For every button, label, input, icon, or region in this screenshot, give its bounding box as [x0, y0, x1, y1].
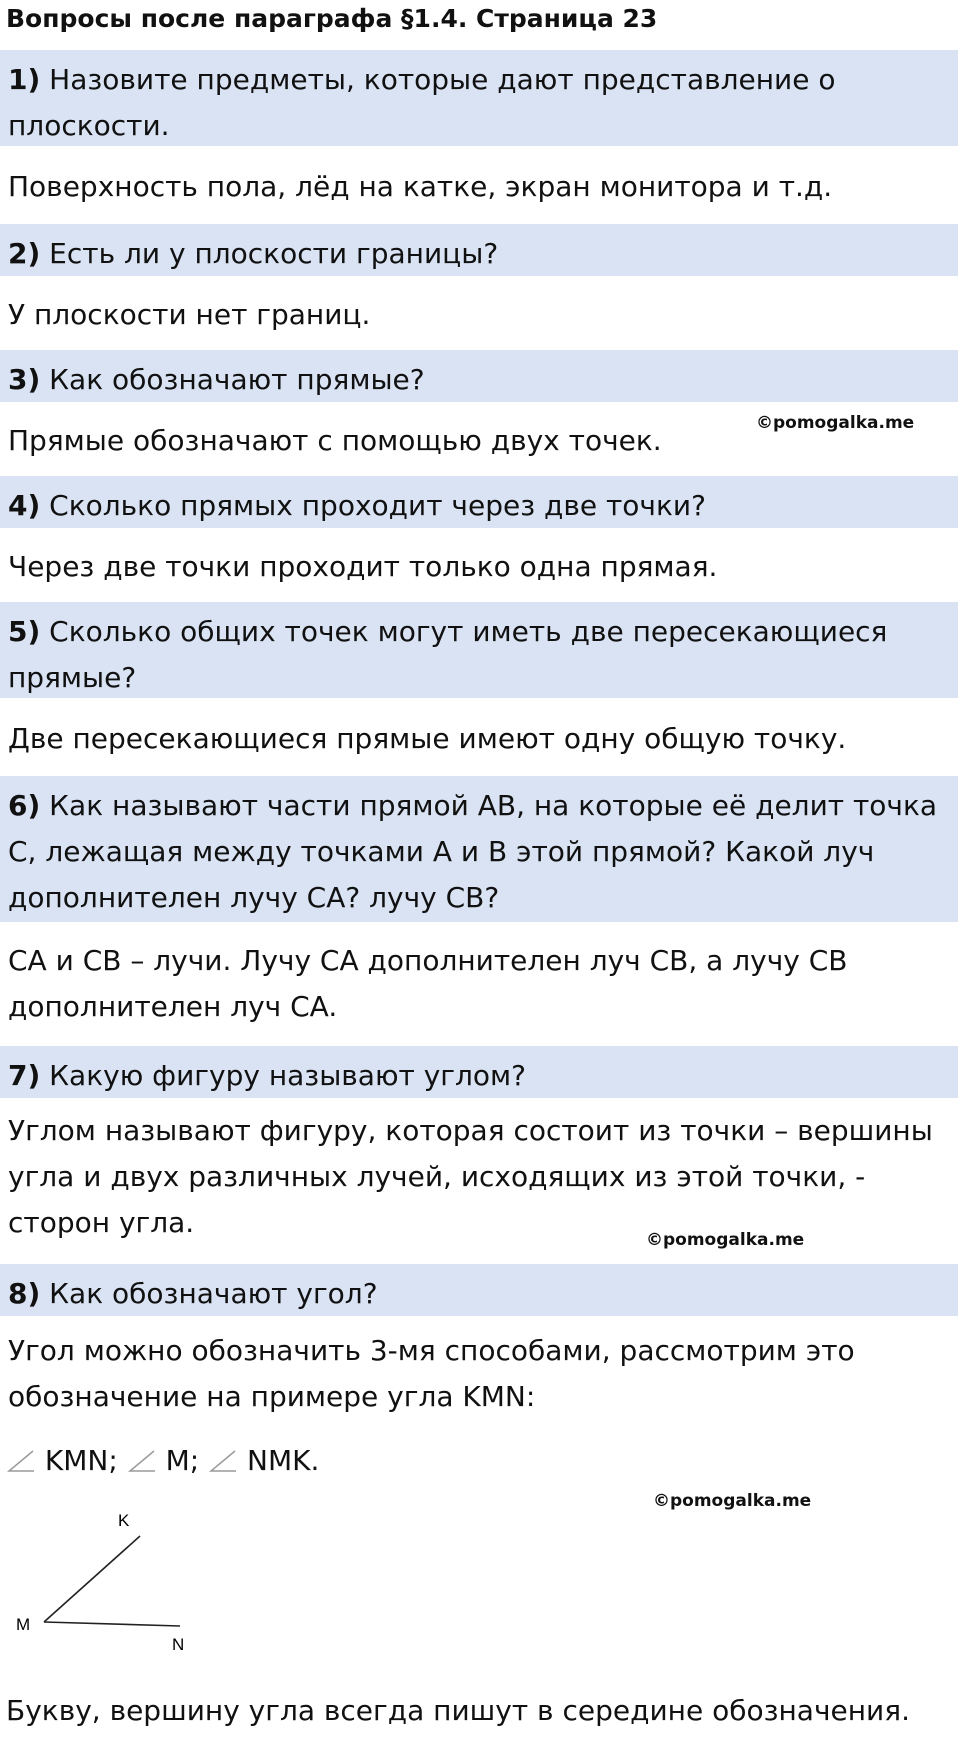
notation-nmk: NMK. [247, 1444, 320, 1477]
angle-notation [6, 1438, 319, 1484]
watermark: ©pomogalka.me [756, 413, 915, 433]
question-number: 5) [8, 615, 41, 648]
question-5 [0, 602, 958, 698]
question-4 [0, 476, 958, 528]
question-1 [0, 50, 958, 146]
question-8 [0, 1264, 958, 1316]
question-text: Есть ли у плоскости границы? [40, 237, 499, 270]
question-number: 6) [8, 789, 41, 822]
label-k: K [118, 1511, 130, 1530]
question-number: 3) [8, 363, 41, 396]
page-title: Вопросы после параграфа §1.4. Страница 23 [6, 4, 658, 33]
question-text: Назовите предметы, которые дают представление о плоскости. [8, 63, 836, 142]
question-number: 4) [8, 489, 41, 522]
question-2 [0, 224, 958, 276]
question-text: Сколько общих точек могут иметь две пересекающиеся прямые? [8, 615, 888, 694]
question-6 [0, 776, 958, 922]
question-text: Сколько прямых проходит через две точки? [40, 489, 706, 522]
question-text: Как обозначают прямые? [40, 363, 425, 396]
angle-icon [127, 1449, 157, 1473]
notation-m: M; [165, 1444, 200, 1477]
label-n: N [172, 1635, 185, 1654]
question-3 [0, 350, 958, 402]
answer-1: Поверхность пола, лёд на катке, экран монитора и т.д. [8, 170, 833, 203]
answer-4: Через две точки проходит только одна прямая. [8, 550, 718, 583]
answer-2: У плоскости нет границ. [8, 298, 371, 331]
answer-5: Две пересекающиеся прямые имеют одну общую точку. [8, 722, 847, 755]
notation-kmn: KMN; [44, 1444, 118, 1477]
label-m: M [16, 1615, 31, 1634]
question-7 [0, 1046, 958, 1098]
question-number: 2) [8, 237, 41, 270]
final-note: Букву, вершину угла всегда пишут в середине обозначения. [6, 1694, 910, 1727]
answer-7: Углом называют фигуру, которая состоит из точки – вершины угла и двух различных лучей, исходящих из этой точки, - сторон угла. [8, 1114, 933, 1239]
question-text: Как называют части прямой AB, на которые её делит точка C, лежащая между точками A и B этой прямой? Какой луч дополнителен лучу CA? лучу CB? [8, 789, 938, 914]
watermark: ©pomogalka.me [653, 1491, 812, 1511]
ray-mn [44, 1622, 180, 1626]
question-number: 8) [8, 1277, 41, 1310]
question-number: 1) [8, 63, 41, 96]
answer-8: Угол можно обозначить 3-мя способами, рассмотрим это обозначение на примере угла KMN: [8, 1334, 855, 1413]
answer-6: CA и CB – лучи. Лучу CA дополнителен луч CB, а лучу CB дополнителен луч CA. [8, 944, 848, 1023]
question-text: Какую фигуру называют углом? [40, 1059, 527, 1092]
question-text: Как обозначают угол? [40, 1277, 378, 1310]
ray-mk [44, 1536, 140, 1622]
angle-kmn-diagram [0, 1500, 220, 1670]
answer-3: Прямые обозначают с помощью двух точек. [8, 424, 662, 457]
watermark: ©pomogalka.me [646, 1230, 805, 1250]
question-number: 7) [8, 1059, 41, 1092]
angle-icon [208, 1449, 238, 1473]
angle-icon [6, 1449, 36, 1473]
